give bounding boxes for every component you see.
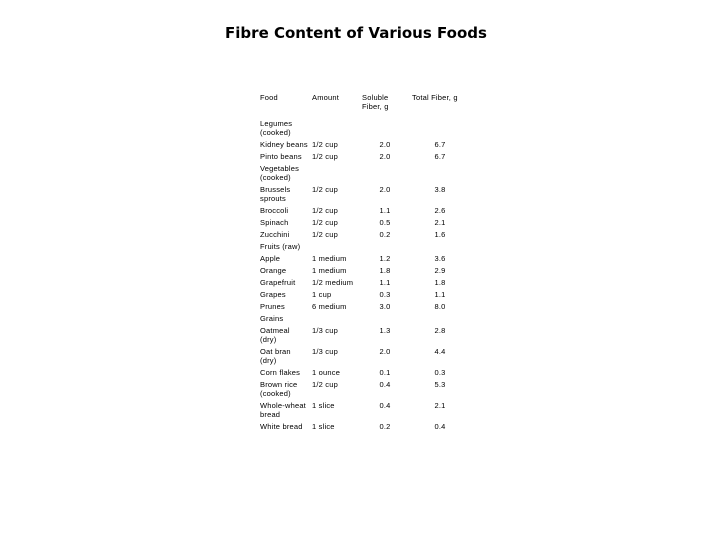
total-fiber-cell: 1.1 — [434, 290, 446, 299]
soluble-fiber-cell: 0.2 — [379, 422, 391, 431]
header-amount: Amount — [312, 93, 340, 102]
soluble-fiber-cell: 2.0 — [379, 140, 391, 149]
soluble-fiber-cell: 3.0 — [379, 302, 391, 311]
total-fiber-cell: 2.9 — [434, 266, 446, 275]
empty-cell — [360, 242, 410, 254]
food-cell: Zucchini — [260, 230, 290, 239]
amount-cell: 1/2 cup — [312, 380, 339, 389]
soluble-fiber-cell: 2.0 — [379, 185, 391, 194]
total-fiber-cell: 1.8 — [434, 278, 446, 287]
table-row — [258, 206, 470, 218]
total-fiber-cell: 3.6 — [434, 254, 446, 263]
food-cell: Brussels sprouts — [260, 185, 291, 203]
table-row — [258, 326, 470, 347]
soluble-fiber-cell: 0.1 — [379, 368, 391, 377]
food-cell: Corn flakes — [260, 368, 301, 377]
food-cell: Prunes — [260, 302, 285, 311]
empty-cell — [360, 314, 410, 326]
amount-cell: 1 ounce — [312, 368, 341, 377]
total-fiber-cell: 2.6 — [434, 206, 446, 215]
empty-cell — [410, 119, 470, 140]
food-cell: Brown rice (cooked) — [260, 380, 298, 398]
empty-cell — [410, 164, 470, 185]
total-fiber-cell: 0.4 — [434, 422, 446, 431]
table-header-row — [258, 93, 470, 119]
amount-cell: 1 slice — [312, 422, 335, 431]
food-cell: Orange — [260, 266, 287, 275]
amount-cell: 1/2 cup — [312, 140, 339, 149]
amount-cell: 6 medium — [312, 302, 347, 311]
empty-cell — [310, 314, 360, 326]
table-row — [258, 140, 470, 152]
soluble-fiber-cell: 1.1 — [379, 206, 391, 215]
table-row — [258, 380, 470, 401]
table-body — [258, 119, 470, 434]
total-fiber-cell: 1.6 — [434, 230, 446, 239]
amount-cell: 1/2 medium — [312, 278, 354, 287]
food-cell: Spinach — [260, 218, 289, 227]
header-soluble-fiber: Soluble Fiber, g — [362, 93, 389, 111]
table-row — [258, 401, 470, 422]
food-cell: Oat bran (dry) — [260, 347, 291, 365]
food-cell: Broccoli — [260, 206, 289, 215]
header-total-fiber: Total Fiber, g — [412, 93, 458, 102]
total-fiber-cell: 6.7 — [434, 140, 446, 149]
total-fiber-cell: 0.3 — [434, 368, 446, 377]
total-fiber-cell: 2.1 — [434, 218, 446, 227]
table-row — [258, 152, 470, 164]
empty-cell — [410, 242, 470, 254]
table-row — [258, 347, 470, 368]
total-fiber-cell: 4.4 — [434, 347, 446, 356]
empty-cell — [410, 314, 470, 326]
amount-cell: 1/3 cup — [312, 326, 339, 335]
empty-cell — [310, 242, 360, 254]
total-fiber-cell: 2.8 — [434, 326, 446, 335]
soluble-fiber-cell: 0.5 — [379, 218, 391, 227]
empty-cell — [310, 164, 360, 185]
amount-cell: 1/2 cup — [312, 206, 339, 215]
table-row — [258, 230, 470, 242]
category-label: Vegetables (cooked) — [260, 164, 300, 182]
soluble-fiber-cell: 1.3 — [379, 326, 391, 335]
category-row — [258, 164, 470, 185]
table-row — [258, 266, 470, 278]
page-title: Fibre Content of Various Foods — [225, 24, 487, 42]
table-row — [258, 368, 470, 380]
empty-cell — [310, 119, 360, 140]
amount-cell: 1 medium — [312, 254, 347, 263]
soluble-fiber-cell: 2.0 — [379, 152, 391, 161]
table-row — [258, 422, 470, 434]
table-row — [258, 185, 470, 206]
category-row — [258, 119, 470, 140]
amount-cell: 1/2 cup — [312, 230, 339, 239]
table-row — [258, 254, 470, 266]
empty-cell — [360, 119, 410, 140]
header-food: Food — [260, 93, 278, 102]
category-row — [258, 314, 470, 326]
amount-cell: 1 medium — [312, 266, 347, 275]
food-cell: Pinto beans — [260, 152, 302, 161]
amount-cell: 1/3 cup — [312, 347, 339, 356]
amount-cell: 1/2 cup — [312, 152, 339, 161]
amount-cell: 1/2 cup — [312, 185, 339, 194]
soluble-fiber-cell: 1.2 — [379, 254, 391, 263]
food-cell: White bread — [260, 422, 303, 431]
total-fiber-cell: 5.3 — [434, 380, 446, 389]
empty-cell — [360, 164, 410, 185]
category-row — [258, 242, 470, 254]
amount-cell: 1 cup — [312, 290, 332, 299]
food-cell: Whole-wheat bread — [260, 401, 306, 419]
table-row — [258, 218, 470, 230]
amount-cell: 1/2 cup — [312, 218, 339, 227]
total-fiber-cell: 3.8 — [434, 185, 446, 194]
food-cell: Apple — [260, 254, 281, 263]
table-row — [258, 290, 470, 302]
soluble-fiber-cell: 1.8 — [379, 266, 391, 275]
table-row — [258, 302, 470, 314]
soluble-fiber-cell: 0.3 — [379, 290, 391, 299]
total-fiber-cell: 2.1 — [434, 401, 446, 410]
soluble-fiber-cell: 0.2 — [379, 230, 391, 239]
soluble-fiber-cell: 0.4 — [379, 380, 391, 389]
category-label: Grains — [260, 314, 284, 323]
soluble-fiber-cell: 2.0 — [379, 347, 391, 356]
amount-cell: 1 slice — [312, 401, 335, 410]
total-fiber-cell: 8.0 — [434, 302, 446, 311]
category-label: Fruits (raw) — [260, 242, 301, 251]
food-cell: Oatmeal (dry) — [260, 326, 290, 344]
food-cell: Grapefruit — [260, 278, 296, 287]
soluble-fiber-cell: 1.1 — [379, 278, 391, 287]
fibre-table — [258, 93, 470, 434]
table-row — [258, 278, 470, 290]
total-fiber-cell: 6.7 — [434, 152, 446, 161]
category-label: Legumes (cooked) — [260, 119, 293, 137]
food-cell: Grapes — [260, 290, 286, 299]
food-cell: Kidney beans — [260, 140, 308, 149]
soluble-fiber-cell: 0.4 — [379, 401, 391, 410]
